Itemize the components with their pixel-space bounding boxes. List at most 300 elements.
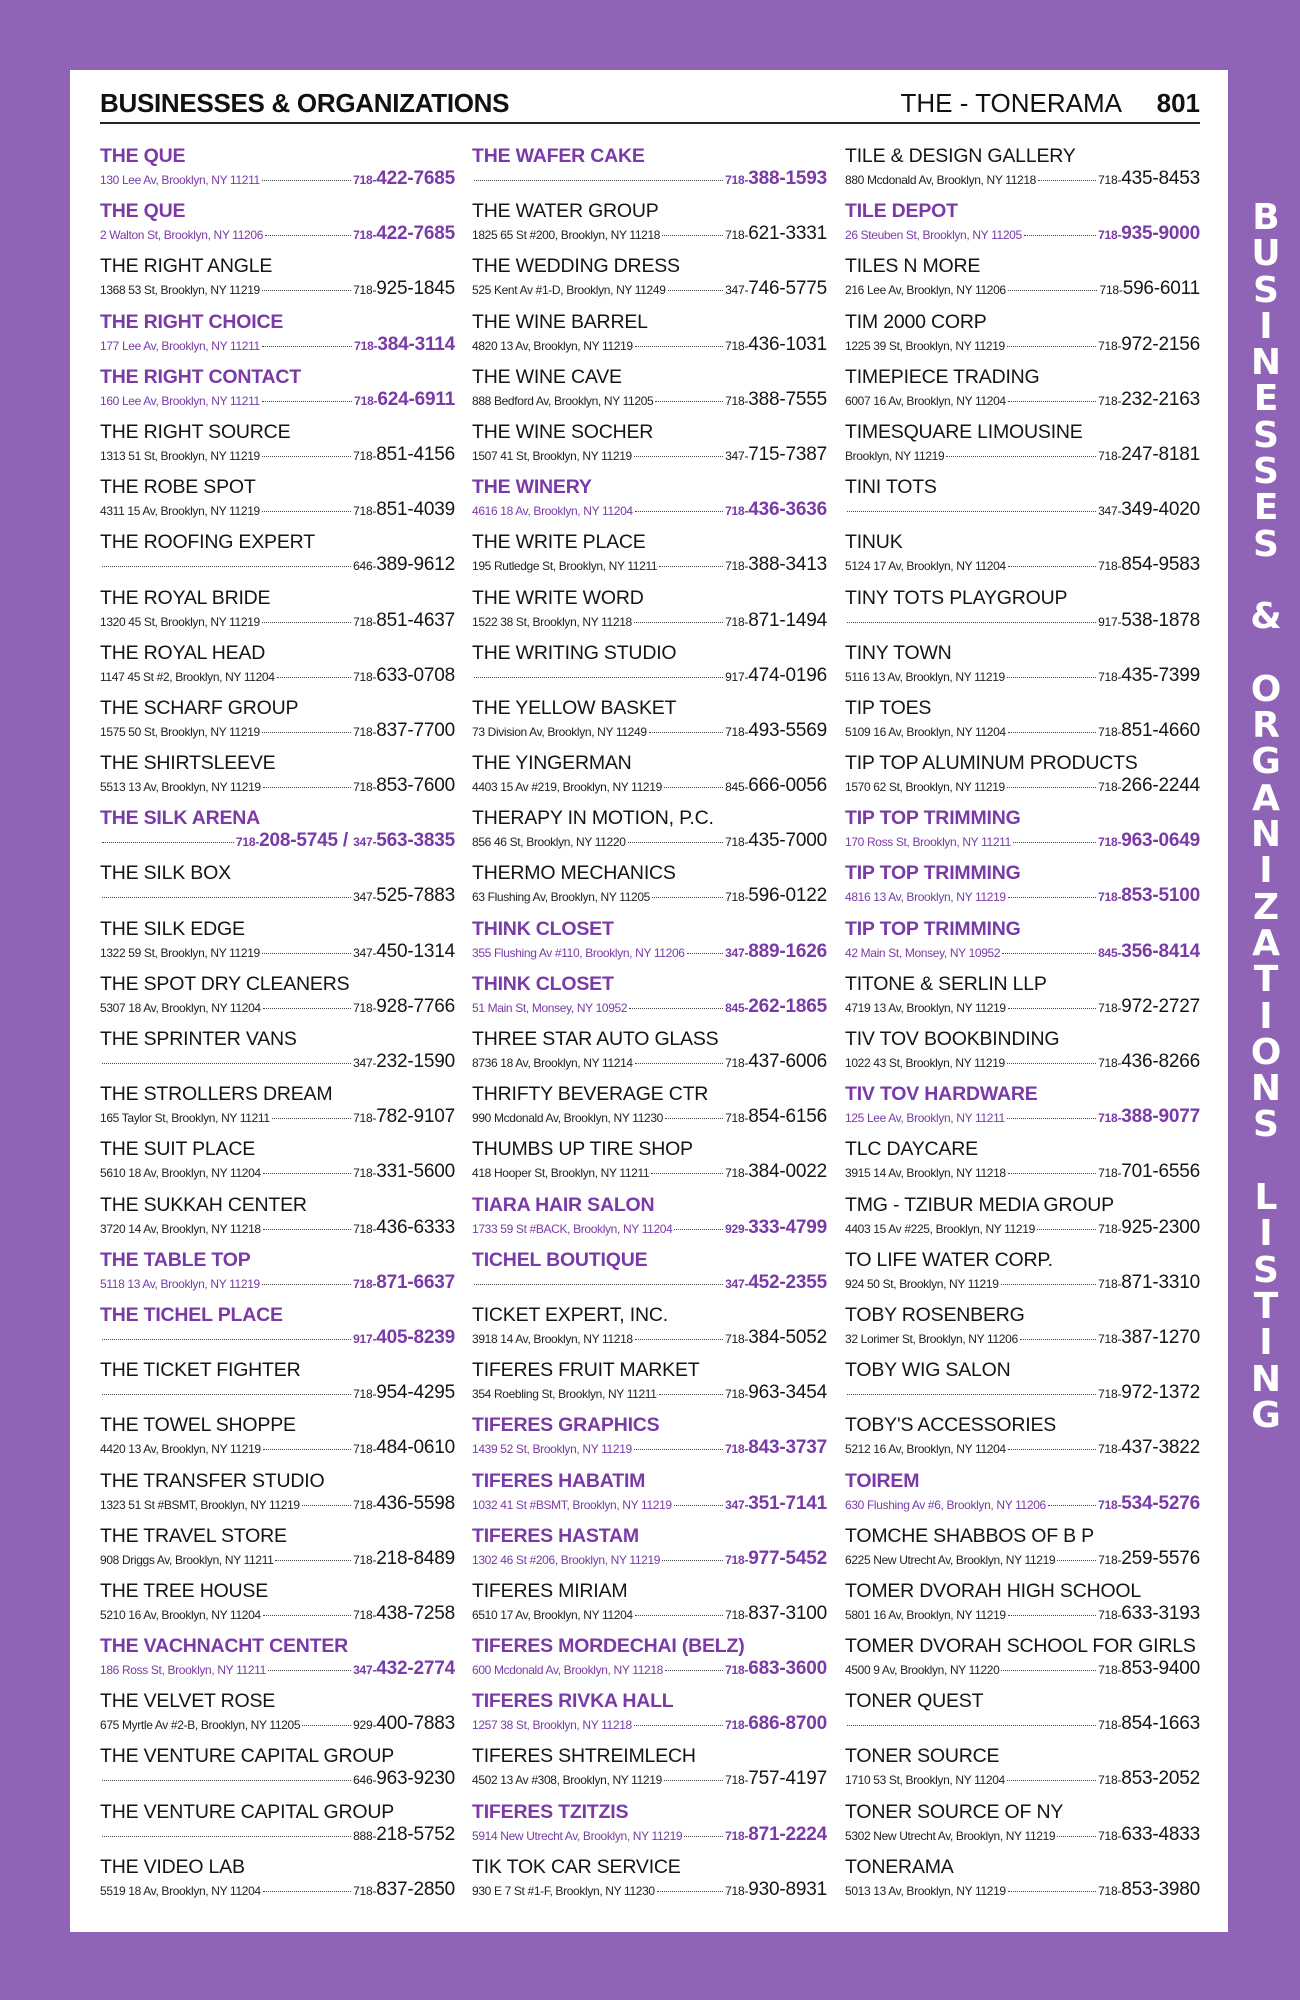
listing-detail-line <box>845 610 1200 634</box>
phone-number: 715-7387 <box>748 443 827 465</box>
business-name: THE SPOT DRY CLEANERS <box>100 972 350 995</box>
phone-number: 837-7700 <box>376 719 455 741</box>
business-phone <box>725 775 827 797</box>
listing-entry <box>472 917 827 972</box>
business-phone <box>725 941 827 963</box>
side-label-letter: N <box>1250 1068 1282 1110</box>
listing-detail-line <box>100 996 455 1020</box>
listing-entry <box>845 199 1200 254</box>
listing-detail-line <box>100 885 455 909</box>
business-address: 354 Roebling St, Brooklyn, NY 11211 <box>472 1387 657 1402</box>
phone-number: 843-3737 <box>748 1437 827 1459</box>
business-name: TOMER DVORAH HIGH SCHOOL <box>845 1579 1142 1602</box>
area-code: 718- <box>725 614 749 629</box>
business-phone <box>1098 1327 1200 1349</box>
phone-number: 853-2052 <box>1121 1768 1200 1790</box>
business-address: 5302 New Utrecht Av, Brooklyn, NY 11219 <box>845 1828 1056 1843</box>
listing-entry <box>472 972 827 1027</box>
business-address: 6225 New Utrecht Av, Brooklyn, NY 11219 <box>845 1552 1056 1567</box>
business-address: 4311 15 Av, Brooklyn, NY 11219 <box>100 504 260 519</box>
business-address: Brooklyn, NY 11219 <box>845 448 945 463</box>
business-name: THE QUE <box>100 200 186 223</box>
business-name: THERAPY IN MOTION, P.C. <box>472 807 714 830</box>
dot-leader <box>847 511 1096 512</box>
side-label-letter: I <box>1259 850 1273 892</box>
area-code: 718- <box>353 1387 377 1402</box>
business-phone <box>1098 610 1200 632</box>
dot-leader <box>262 1284 351 1285</box>
dot-leader <box>263 787 351 788</box>
area-code: 718- <box>353 228 377 243</box>
business-phone <box>1099 278 1200 300</box>
phone-number: 437-3822 <box>1121 1437 1200 1459</box>
dot-leader <box>262 180 351 181</box>
area-code: 718- <box>725 228 749 243</box>
business-name: THE SUIT PLACE <box>100 1138 256 1161</box>
business-phone <box>354 389 455 411</box>
business-phone <box>725 1327 827 1349</box>
dot-leader <box>628 842 724 843</box>
listing-entry <box>100 365 455 420</box>
business-address: 177 Lee Av, Brooklyn, NY 11211 <box>100 338 260 353</box>
listing-entry <box>845 1358 1200 1413</box>
business-phone <box>725 830 827 852</box>
listing-entry <box>100 310 455 365</box>
listing-detail-line <box>100 1437 455 1461</box>
dot-leader <box>277 677 351 678</box>
business-address: 32 Lorimer St, Brooklyn, NY 11206 <box>845 1331 1018 1346</box>
listing-detail-line <box>845 941 1200 965</box>
business-address: 26 Steuben St, Brooklyn, NY 11205 <box>845 228 1022 243</box>
dot-leader <box>474 180 723 181</box>
phone-number: 262-1865 <box>748 995 827 1017</box>
business-phone <box>725 1161 827 1183</box>
business-phone <box>725 885 827 907</box>
area-code: 347- <box>1098 504 1122 519</box>
listing-entry <box>472 1744 827 1799</box>
area-code: 718- <box>353 173 377 187</box>
listing-detail-line <box>472 830 827 854</box>
phone-number: 452-2355 <box>748 1271 827 1293</box>
area-code: 718- <box>353 724 377 739</box>
area-code: 718- <box>725 173 749 187</box>
business-phone <box>353 1824 455 1846</box>
listing-detail-line <box>472 554 827 578</box>
business-name: THE WINERY <box>472 476 592 499</box>
dot-leader <box>1038 180 1096 181</box>
area-code: 347- <box>725 1497 749 1512</box>
area-code: 929- <box>353 1718 377 1733</box>
phone-number: 388-9077 <box>1121 1106 1200 1128</box>
area-code: 646- <box>353 559 377 574</box>
area-code: 718- <box>353 669 377 684</box>
business-address: 880 Mcdonald Av, Brooklyn, NY 11218 <box>845 173 1036 187</box>
area-code: 718- <box>725 1331 749 1346</box>
dot-leader <box>668 290 724 291</box>
phone-number: 432-2774 <box>376 1658 455 1680</box>
area-code: 718- <box>1098 780 1122 795</box>
listing-entry <box>472 310 827 365</box>
listing-entry <box>100 1524 455 1579</box>
phone-number: 972-1372 <box>1121 1382 1200 1404</box>
area-code: 718- <box>725 393 749 408</box>
listing-entry <box>472 806 827 861</box>
dot-leader <box>263 1229 351 1230</box>
listing-entry <box>845 1579 1200 1634</box>
area-code: 845- <box>725 1000 749 1015</box>
business-phone <box>725 499 827 521</box>
listing-detail-line <box>472 389 827 413</box>
listing-detail-line <box>100 554 455 578</box>
business-name: TIV TOV HARDWARE <box>845 1083 1038 1106</box>
listing-detail-line <box>845 1327 1200 1351</box>
area-code: 347- <box>725 283 749 298</box>
phone-number: 422-7685 <box>376 168 455 189</box>
dot-leader <box>635 1339 723 1340</box>
listing-detail-line <box>472 334 827 358</box>
area-code: 718- <box>1098 1718 1122 1733</box>
listing-entry <box>845 1248 1200 1303</box>
listing-entry <box>100 806 455 861</box>
listing-detail-line <box>845 1272 1200 1296</box>
business-name: THINK CLOSET <box>472 917 614 940</box>
business-phone <box>353 278 455 300</box>
business-phone <box>725 1658 827 1680</box>
area-code: 718- <box>353 1221 377 1236</box>
business-address: 1710 53 St, Brooklyn, NY 11204 <box>845 1773 1005 1788</box>
business-address: 990 Mcdonald Av, Brooklyn, NY 11230 <box>472 1111 663 1126</box>
area-code: 718- <box>353 448 377 463</box>
side-label-letter <box>1232 563 1300 599</box>
business-name: THE SUKKAH CENTER <box>100 1193 307 1216</box>
area-code: 718- <box>1098 1773 1122 1788</box>
dot-leader <box>263 1891 351 1892</box>
business-address: 1368 53 St, Brooklyn, NY 11219 <box>100 283 260 298</box>
listing-detail-line <box>845 830 1200 854</box>
listing-entry <box>100 199 455 254</box>
listing-detail-line <box>845 885 1200 909</box>
business-address: 63 Flushing Av, Brooklyn, NY 11205 <box>472 890 650 905</box>
dot-leader <box>262 456 351 457</box>
listing-detail-line <box>472 1493 827 1517</box>
business-name: TIFERES GRAPHICS <box>472 1414 660 1437</box>
business-phone <box>725 223 827 245</box>
area-code: 718- <box>1098 1111 1122 1126</box>
business-name: THE VIDEO LAB <box>100 1855 245 1878</box>
listing-entry <box>100 751 455 806</box>
business-name: TILES N MORE <box>845 255 981 278</box>
phone-number: 666-0056 <box>748 775 827 797</box>
business-name: THE ROYAL BRIDE <box>100 586 271 609</box>
area-code: 718- <box>1098 1883 1122 1898</box>
listing-entry <box>472 530 827 585</box>
listing-entry <box>845 1524 1200 1579</box>
listing-entry <box>845 365 1200 420</box>
dot-leader <box>302 1725 351 1726</box>
listing-entry <box>472 1689 827 1744</box>
business-phone <box>1098 1493 1200 1515</box>
dot-leader <box>102 1394 351 1395</box>
listing-detail-line <box>100 1824 455 1848</box>
area-code: 718- <box>353 780 377 795</box>
business-address: 1522 38 St, Brooklyn, NY 11218 <box>472 614 632 629</box>
business-phone <box>353 720 455 742</box>
listing-detail-line <box>845 720 1200 744</box>
listing-entry <box>472 1137 827 1192</box>
area-code: 718- <box>725 1773 749 1788</box>
phone-number: 218-8489 <box>376 1547 455 1569</box>
business-name: TIP TOP ALUMINUM PRODUCTS <box>845 752 1138 775</box>
dot-leader <box>635 511 723 512</box>
listing-entry <box>472 1524 827 1579</box>
business-name: TOBY'S ACCESSORIES <box>845 1414 1057 1437</box>
listing-detail-line <box>472 1879 827 1903</box>
phone-number: 853-7600 <box>376 775 455 797</box>
business-name: THE WAFER CAKE <box>472 145 645 167</box>
listing-entry <box>100 917 455 972</box>
dot-leader <box>635 1063 723 1064</box>
area-code: 845- <box>725 780 749 795</box>
listing-detail-line <box>845 1768 1200 1792</box>
business-name: THE SPRINTER VANS <box>100 1028 297 1050</box>
business-name: THE ROBE SPOT <box>100 476 256 499</box>
business-phone <box>1098 389 1200 411</box>
listing-detail-line <box>472 223 827 247</box>
area-code: 718- <box>353 1552 377 1567</box>
business-address: 186 Ross St, Brooklyn, NY 11211 <box>100 1663 266 1678</box>
business-phone <box>1098 1382 1200 1404</box>
phone-number: 208-5745 / <box>259 830 354 852</box>
dot-leader <box>687 953 723 954</box>
phone-number: 436-5598 <box>376 1492 455 1514</box>
business-name: TITONE & SERLIN LLP <box>845 972 1047 995</box>
listing-detail-line <box>845 1382 1200 1406</box>
business-name: THINK CLOSET <box>472 972 614 995</box>
dot-leader <box>946 456 1096 457</box>
phone-number: 851-4637 <box>376 609 455 631</box>
business-phone <box>1098 444 1200 466</box>
phone-number: 686-8700 <box>748 1713 827 1735</box>
dot-leader <box>262 346 352 347</box>
listing-detail-line <box>100 1713 455 1737</box>
listing-detail-line <box>100 1217 455 1241</box>
dot-leader <box>1008 1008 1096 1009</box>
business-name: THE WINE BARREL <box>472 310 648 333</box>
phone-number: 405-8239 <box>376 1326 455 1348</box>
phone-number: 854-6156 <box>748 1106 827 1128</box>
business-address: 130 Lee Av, Brooklyn, NY 11211 <box>100 173 260 187</box>
listing-entry <box>472 696 827 751</box>
business-name: TONERAMA <box>845 1855 954 1878</box>
business-address: 4420 13 Av, Brooklyn, NY 11219 <box>100 1442 261 1457</box>
business-address: 1825 65 St #200, Brooklyn, NY 11218 <box>472 228 661 243</box>
listing-entry <box>472 1082 827 1137</box>
dot-leader <box>1007 1118 1096 1119</box>
side-label-letter: O <box>1250 1031 1282 1073</box>
business-name: THE TABLE TOP <box>100 1248 251 1271</box>
business-phone <box>354 334 455 356</box>
side-tab-label <box>1232 197 1300 1436</box>
area-code: 888- <box>353 1828 377 1843</box>
listing-entry <box>845 1800 1200 1855</box>
phone-number: 538-1878 <box>1121 609 1200 631</box>
listing-detail-line <box>100 1879 455 1903</box>
listing-detail-line <box>100 1106 455 1130</box>
business-name: THE WRITE PLACE <box>472 531 646 554</box>
listing-entry <box>472 1413 827 1468</box>
business-address: 4500 9 Av, Brooklyn, NY 11220 <box>845 1663 1000 1678</box>
listing-detail-line <box>100 830 455 854</box>
listing-detail-line <box>100 941 455 965</box>
listing-entry <box>845 1137 1200 1192</box>
dot-leader <box>474 677 723 678</box>
listing-entry <box>472 751 827 806</box>
listing-entry <box>472 144 827 199</box>
area-code: 718- <box>354 393 378 408</box>
side-label-letter: I <box>1259 1213 1273 1255</box>
business-name: TOIREM <box>845 1469 920 1492</box>
phone-number: 683-3600 <box>748 1658 827 1680</box>
business-phone <box>1098 1106 1200 1128</box>
business-name: TONER QUEST <box>845 1690 984 1713</box>
area-code: 347- <box>725 448 749 463</box>
area-code: 718- <box>1098 1000 1122 1015</box>
listing-detail-line <box>472 1051 827 1075</box>
phone-number: 450-1314 <box>376 940 455 962</box>
listing-detail-line <box>100 334 455 358</box>
listing-entry <box>100 861 455 916</box>
phone-number: 972-2156 <box>1121 333 1200 355</box>
phone-number: 624-6911 <box>377 388 455 410</box>
business-name: THUMBS UP TIRE SHOP <box>472 1138 693 1161</box>
business-name: THE WRITING STUDIO <box>472 641 677 664</box>
business-address: 600 Mcdonald Av, Brooklyn, NY 11218 <box>472 1663 663 1678</box>
listing-entry <box>100 1137 455 1192</box>
listing-entry <box>472 254 827 309</box>
business-address: 8736 18 Av, Brooklyn, NY 11214 <box>472 1056 633 1070</box>
business-phone <box>353 1768 455 1790</box>
business-address: 5914 New Utrecht Av, Brooklyn, NY 11219 <box>472 1828 683 1843</box>
dot-leader <box>634 456 723 457</box>
business-address: 125 Lee Av, Brooklyn, NY 11211 <box>845 1111 1005 1126</box>
listing-detail-line <box>845 168 1200 192</box>
listing-detail-line <box>845 1713 1200 1737</box>
dot-leader <box>1008 401 1096 402</box>
listing-detail-line <box>845 1658 1200 1682</box>
business-name: TIFERES RIVKA HALL <box>472 1690 674 1713</box>
business-phone <box>1098 1658 1200 1680</box>
phone-number: 837-3100 <box>748 1602 827 1624</box>
dot-leader <box>847 622 1096 623</box>
business-name: THRIFTY BEVERAGE CTR <box>472 1083 709 1106</box>
listing-entry <box>472 1193 827 1248</box>
business-phone <box>1098 1437 1200 1459</box>
business-address: 4816 13 Av, Brooklyn, NY 11219 <box>845 890 1006 905</box>
listing-detail-line <box>845 1437 1200 1461</box>
business-address: 5610 18 Av, Brooklyn, NY 11204 <box>100 1166 261 1181</box>
dot-leader <box>674 1505 723 1506</box>
phone-number: 436-1031 <box>748 333 827 355</box>
listing-detail-line <box>472 499 827 523</box>
side-label-letter: I <box>1259 305 1273 347</box>
dot-leader <box>1024 235 1096 236</box>
business-phone <box>353 223 455 245</box>
side-label-letter: & <box>1250 596 1282 638</box>
area-code: 347- <box>353 1056 377 1070</box>
business-phone <box>725 1051 827 1073</box>
listing-detail-line <box>845 996 1200 1020</box>
side-label-letter: E <box>1253 378 1279 420</box>
dot-leader <box>655 401 723 402</box>
listing-detail-line <box>100 168 455 192</box>
listing-detail-line <box>472 1548 827 1572</box>
business-name: THE SILK ARENA <box>100 807 261 830</box>
business-name: THE ROOFING EXPERT <box>100 531 315 554</box>
listing-detail-line <box>100 720 455 744</box>
dot-leader <box>1008 732 1096 733</box>
business-address: 3915 14 Av, Brooklyn, NY 11218 <box>845 1166 1006 1181</box>
business-phone <box>353 1493 455 1515</box>
dot-leader <box>1008 897 1096 898</box>
side-label-letter: U <box>1251 233 1281 275</box>
business-name: THE STROLLERS DREAM <box>100 1083 333 1106</box>
business-phone <box>1098 1824 1200 1846</box>
dot-leader <box>662 1560 723 1561</box>
phone-number: 954-4295 <box>376 1382 455 1404</box>
business-phone <box>1098 1051 1200 1073</box>
phone-number: 387-1270 <box>1121 1326 1200 1348</box>
area-code: 347- <box>353 835 377 850</box>
phone-number: 437-6006 <box>748 1051 827 1072</box>
phone-number: 853-9400 <box>1121 1658 1200 1680</box>
phone-number: 232-1590 <box>376 1051 455 1072</box>
listing-entry <box>100 1193 455 1248</box>
listing-detail-line <box>100 1493 455 1517</box>
phone-number: 351-7141 <box>748 1492 827 1514</box>
business-name: TIARA HAIR SALON <box>472 1193 655 1216</box>
phone-number: 925-2300 <box>1121 1216 1200 1238</box>
side-label-letter: T <box>1253 959 1279 1001</box>
business-phone <box>353 1658 455 1680</box>
listing-detail-line <box>845 1879 1200 1903</box>
business-phone <box>725 610 827 632</box>
phone-number: 928-7766 <box>376 995 455 1017</box>
area-code: 718- <box>725 835 749 850</box>
side-label-letter: S <box>1253 269 1279 311</box>
business-phone <box>1098 941 1200 963</box>
dot-leader <box>649 732 723 733</box>
business-address: 4616 18 Av, Brooklyn, NY 11204 <box>472 504 633 519</box>
business-address: 160 Lee Av, Brooklyn, NY 11211 <box>100 393 260 408</box>
area-code: 718- <box>725 1718 749 1733</box>
listing-detail-line <box>472 885 827 909</box>
business-address: 6510 17 Av, Brooklyn, NY 11204 <box>472 1607 633 1622</box>
business-name: TLC DAYCARE <box>845 1138 978 1161</box>
business-phone <box>353 1217 455 1239</box>
dot-leader <box>1008 1173 1096 1174</box>
business-name: THE TICHEL PLACE <box>100 1303 283 1326</box>
listing-entry <box>472 1303 827 1358</box>
phone-number: 633-3193 <box>1121 1602 1200 1624</box>
business-name: TIFERES HASTAM <box>472 1524 639 1547</box>
side-label-letter: S <box>1253 414 1279 456</box>
area-code: 718- <box>353 504 377 519</box>
phone-number: 633-4833 <box>1121 1823 1200 1845</box>
side-label-letter: B <box>1252 197 1280 238</box>
listing-entry <box>100 1469 455 1524</box>
phone-number: 963-9230 <box>376 1768 455 1790</box>
area-code: 718- <box>725 1387 749 1402</box>
